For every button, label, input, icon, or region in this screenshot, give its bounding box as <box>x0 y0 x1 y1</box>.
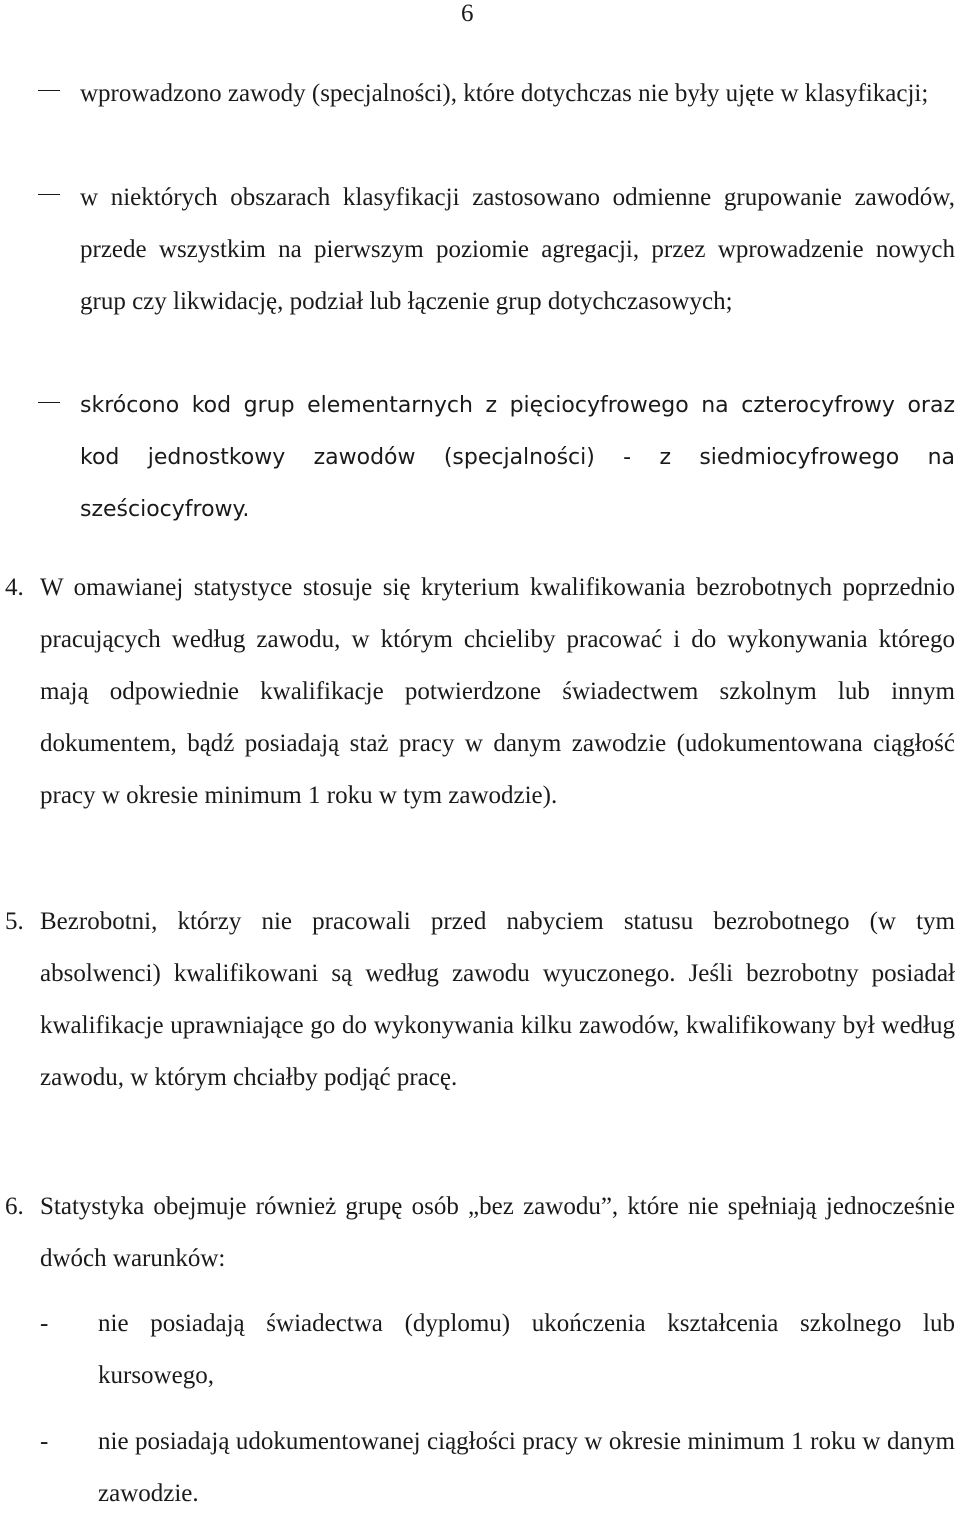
paragraph-text: Bezrobotni, którzy nie pracowali przed nabyciem statusu bezrobotnego (w tym absolwenci) kwalifikowani są według zawodu wyuczonego. Jeśli bezrobotny posiadał kwalifikacje uprawniające go do wykonywania kilku zawodów, kwalifikowany był według zawodu, w którym chciałby podjąć pracę. <box>40 908 955 1091</box>
hyphen-list-item-text: nie posiadają świadectwa (dyplomu) ukończenia kształcenia szkolnego lub kursowego, <box>98 1310 955 1389</box>
dash-bullet-icon <box>38 194 60 195</box>
paragraph-number: 4. <box>5 574 24 601</box>
dash-list-item-text: skrócono kod grup elementarnych z pięciocyfrowego na czterocyfrowy oraz kod jednostkowy zawodów (specjalności) - z siedmiocyfrowego na sześciocyfrowy. <box>80 393 955 522</box>
hyphen-marker: - <box>40 1428 49 1455</box>
hyphen-list-item-text: nie posiadają udokumentowanej ciągłości pracy w okresie minimum 1 roku w danym zawodzie. <box>98 1428 955 1507</box>
paragraph-text: W omawianej statystyce stosuje się kryterium kwalifikowania bezrobotnych poprzednio pracujących według zawodu, w którym chcieliby pracować i do wykonywania którego mają odpowiednie kwalifikacje potwierdzone świadectwem szkolnym lub innym dokumentem, bądź posiadają staż pracy w danym zawodzie (udokumentowana ciągłość pracy w okresie minimum 1 roku w tym zawodzie). <box>40 574 955 809</box>
dash-bullet-icon <box>38 402 60 403</box>
dash-bullet-icon <box>38 90 60 91</box>
dash-list-item-text: wprowadzono zawody (specjalności), które dotychczas nie były ujęte w klasyfikacji; <box>80 80 929 107</box>
hyphen-marker: - <box>40 1310 49 1337</box>
dash-list-item-text: w niektórych obszarach klasyfikacji zastosowano odmienne grupowanie zawodów, przede wszystkim na pierwszym poziomie agregacji, przez wprowadzenie nowych grup czy likwidację, podział lub łączenie grup dotychczasowych; <box>80 184 955 315</box>
paragraph-text: Statystyka obejmuje również grupę osób „bez zawodu”, które nie spełniają jednocześnie dwóch warunków: <box>40 1193 955 1272</box>
paragraph-number: 5. <box>5 908 24 935</box>
page-number: 6 <box>461 0 474 27</box>
paragraph-number: 6. <box>5 1193 24 1220</box>
